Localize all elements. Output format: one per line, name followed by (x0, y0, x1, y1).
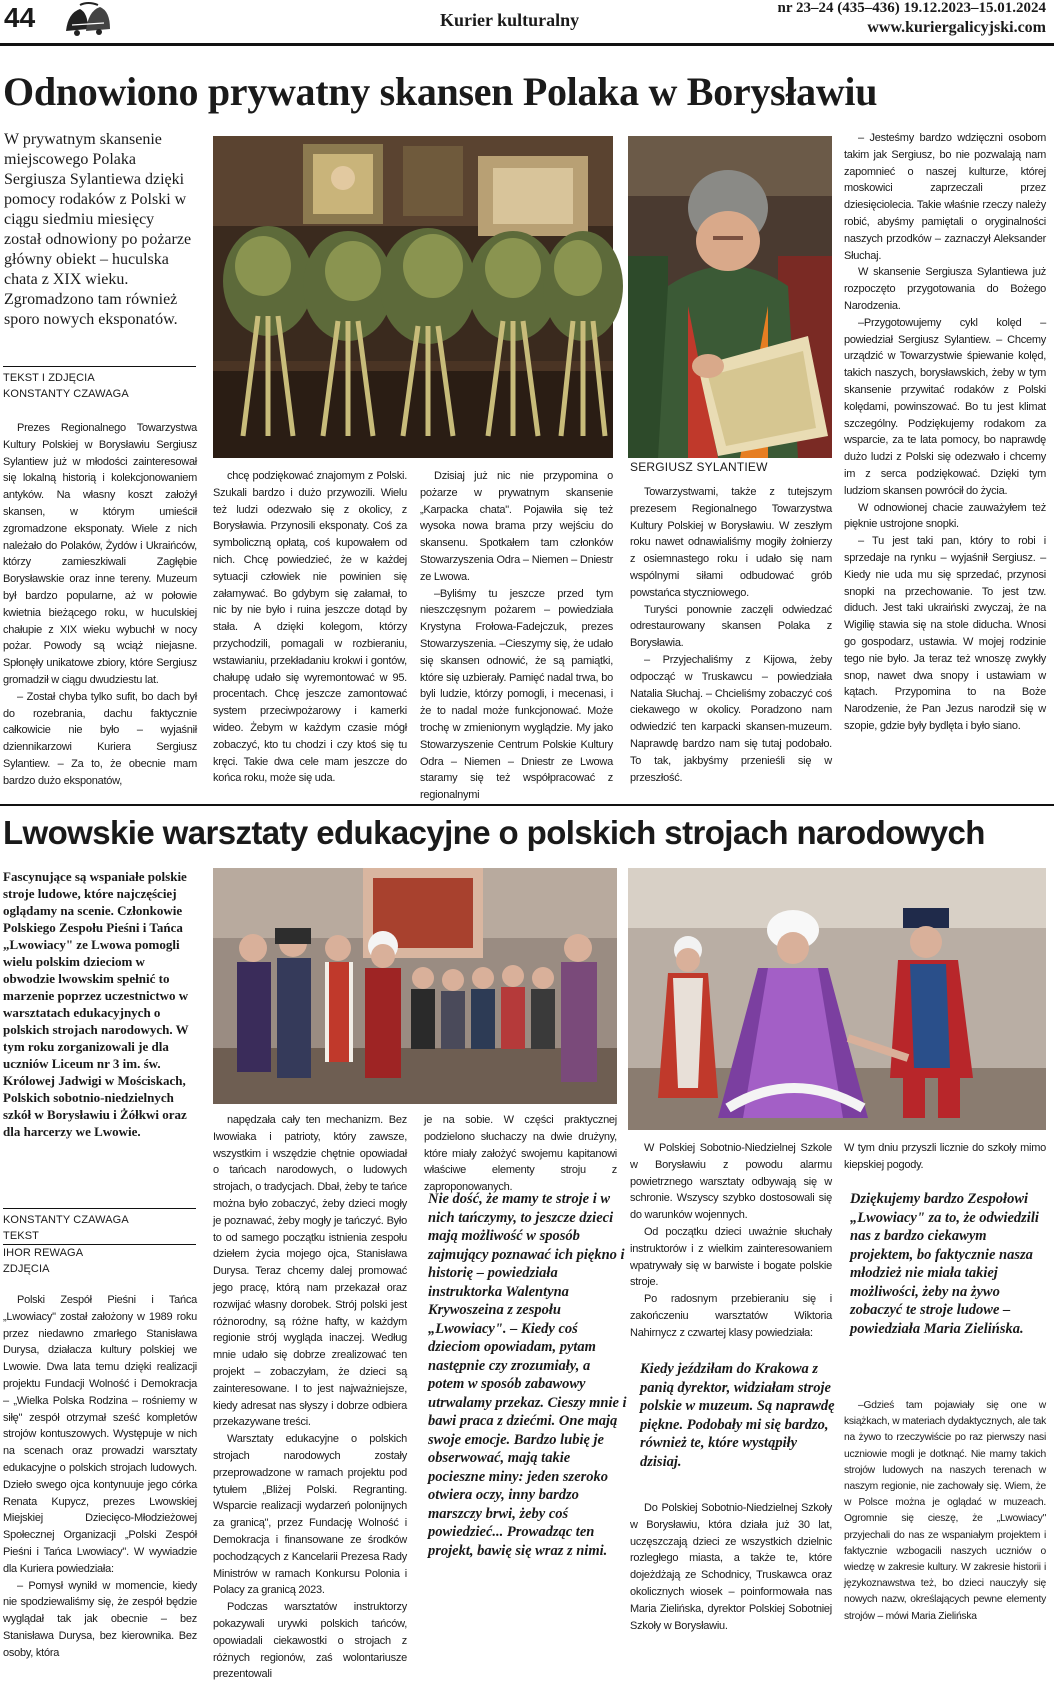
issue-info: nr 23–24 (435–436) 19.12.2023–15.01.2024 (777, 0, 1046, 16)
photo-group-children (213, 868, 617, 1104)
paragraph: W tym dniu przyszli licznie do szkoły mimo kiepskiej pogody. (844, 1142, 1046, 1171)
article1-headline: Odnowiono prywatny skansen Polaka w Borysławiu (3, 69, 878, 114)
article1-column-3 (420, 468, 613, 804)
paragraph: – Został chyba tylko sufit, bo dach był do rozebrania, dachu faktycznie całkowicie nie było – wyjaśnił dziennikarzowi Kuriera Sergiusz Sylantiew. – Za to, że obecnie mam bardzo dużo eksponatów, (3, 690, 197, 787)
article1-lead: W prywatnym skansenie miejscowego Polaka Sergiusza Sylantiewa dzięki pomocy rodaków z Polski w ciągu siedmiu miesięcy został odnowiony po pożarze główny obiekt – huculska chata z XIX wieku. Zgromadzono tam również sporo nowych eksponatów. (4, 131, 192, 328)
article2-headline: Lwowskie warsztaty edukacyjne o polskich strojach narodowych (3, 814, 985, 851)
photo-caption: SERGIUSZ SYLANTIEW (630, 460, 768, 474)
paragraph: Po radosnym przebieraniu się i zakończeniu warsztatów Wiktoria Nahirnycz z czwartej klasy powiedziała: (630, 1293, 832, 1339)
article2-column-2 (213, 1112, 407, 1683)
paragraph: Polski Zespół Pieśni i Tańca „Lwowiacy" został założony w 1989 roku przez niedawno zmarłego Stanisława Durysa, działacza kultury polskiej we Lwowie. Dwa lata temu dzięki realizacji projektu Fundacji Wolność i Demokracja – „Wielka Polska Rodzina – rośniemy w siłę" zespół otrzymał sześć kompletów strojów kontuszowych. Występuje w nich na scenach oraz prowadzi warsztaty edukacyjne o polskich strojach ludowych. Dzieło swego ojca kontynuuje jego córka Renata Kupycz, prezes Lwowskiej Miejskiej Dziecięco-Młodzieżowej Społecznej Organizacji „Polski Zespół Pieśni i Tańca Lwowiacy". W wywiadzie dla Kuriera powiedziała: (3, 1294, 197, 1575)
page-header (0, 0, 1054, 46)
paragraph: Warsztaty edukacyjne o polskich strojach narodowych zostały przeprowadzone w ramach projektu pod tytułem „Bliżej Polski. Regranting. Wsparcie realizacji wydarzeń polonijnych za granicą", przez Fundację Wolność i Demokracja i finansowane ze środków pochodzących z Kancelarii Prezesa Rady Ministrów w ramach Konkursu Polonia i Polacy za granicą 2023. (213, 1433, 407, 1597)
paragraph: W Polskiej Sobotnio-Niedzielnej Szkole w Borysławiu z powodu alarmu powietrznego warsztaty odbywają się w schronie. Wszyscy szybko dostosowali się do warunków wojennych. (630, 1142, 832, 1222)
pull-quote-instructor: Nie dość, że mamy te stroje i w nich tańczymy, to jeszcze dzieci mają możliwość w sposób zajmujący poznawać ich piękno i historię – powiedziała instruktorka Walentyna Krywoszeina z zespołu „Lwowiacy". – Kiedy coś dzieciom opowiadam, pytam następnie czy zrozumiały, a potem w sposób zabawowy utrwalamy przekaz. Cieszy mnie i bawi praca z dziećmi. One mają swoje emocje. Bardzo lubię je obserwować, mają takie pocieszne miny: jeden szeroko otwiera oczy, inny bardzo marszczy brwi, żeby coś powiedzieć... Prowadząc ten projekt, bawię się wraz z nimi. (428, 1191, 627, 1559)
site-url[interactable]: www.kuriergalicyjski.com (867, 19, 1046, 36)
paragraph: Od początku dzieci uważnie słuchały instruktorów i z wielkim zainteresowaniem wpatrywały się w barwiste i bogate polskie stroje. (630, 1225, 832, 1289)
photo-snopki (213, 136, 613, 458)
article2-column-3 (424, 1112, 617, 1196)
paragraph: Towarzystwami, także z tutejszym prezesem Regionalnego Towarzystwa Kultury Polskiej w Borysławiu. W zeszłym roku nawet odnawialiśmy mogiły żołnierzy z osiemnastego roku i udało się nam wspólnymi siłami odbudować grób powstańca styczniowego. (630, 486, 832, 599)
pull-quote-student: Kiedy jeździłam do Krakowa z panią dyrektor, widziałam stroje polskie w muzeum. Są naprawdę piękne. Podobały mi się bardzo, również te, które wystąpiły dzisiaj. (640, 1361, 835, 1470)
paragraph: W skansenie Sergiusza Sylantiewa już rozpoczęto przygotowania do Bożego Narodzenia. (844, 266, 1046, 312)
article2-lead: Fascynujące są wspaniałe polskie stroje ludowe, które najczęściej oglądamy na scenie. Członkowie Polskiego Zespołu Pieśni i Tańca „Lwowiacy" ze Lwowa pomogli wielu polskim dzieciom w obwodzie lwowskim spełnić to marzenie poprzez uczestnictwo w warsztatach edukacyjnych o polskich strojach narodowych. W tym roku zorganizowali je dla uczniów Liceum nr 3 im. św. Królowej Jadwigi w Mościskach, Polskich sobotnio-niedzielnych szkół w Borysławiu i Żółkwi oraz dla harcerzy we Lwowie. (3, 869, 189, 1139)
paragraph: – Jesteśmy bardzo wdzięczni osobom takim jak Sergiusz, bo nie pozwalają nam zapomnieć o naszej kulturze, której moskowici zaprzeczali przez dziesięciolecia. Takie właśnie rzeczy należy robić, abyśmy pamiętali o oryginalności naszych przodków – zaznaczył Aleksander Słuchaj. (844, 132, 1046, 262)
article2-column-4b (630, 1500, 832, 1634)
article2-credits (3, 1208, 196, 1277)
article1-column-2 (213, 468, 407, 787)
article1-column-1 (3, 420, 197, 790)
article1-column-4 (630, 484, 832, 786)
section-title: Kurier kulturalny (440, 10, 580, 30)
paragraph: Prezes Regionalnego Towarzystwa Kultury Polskiej w Borysławiu Sergiusz Sylantiew już w młodości zainteresował się lokalną historią i kolekcjonowaniem antyków. Na własny koszt założył skansen, w którym umieścił zgromadzone eksponaty. Wiele z nich należało do Polaków, Żydów i Ukraińców, którzy zamieszkiwali Zagłębie Borysławskie oraz inne tereny. Muzeum był bardzo popularne, aż w połowie kwietnia bieżącego roku, w huculskiej chałupie z XIX wieku wybuchł w nocy pożar. Powody są wciąż niejasne. Spłonęły unikatowe zbiory, które Sergiusz gromadził w ciągu dwudziestu lat. (3, 422, 197, 686)
paragraph: –Przygotowujemy cykl kolęd – powiedział Sergiusz Sylantiew. – Chcemy urządzić w Towarzystwie śpiewanie kolęd, takich naszych, borysławskich, żeby w tym skansenie przywitać rodaków z Polski kolędami, powinszować. Bo tu jest klimat szczególny. Podziękujemy rodakom za wsparcie, za te lata pomocy, bo naprawdę dużo ludzi z Polski się odezwało i chcemy im z serca podziękować. Dzięki tym ludziom skansen powrócił do życia. (844, 316, 1046, 497)
paragraph: Turyści ponownie zaczęli odwiedzać odrestaurowany skansen Polaka z Borysławia. (630, 603, 832, 650)
paragraph: je na sobie. W części praktycznej podzielono słuchaczy na dwie drużyny, które miały założyć swojemu kapitanowi właściwe elementy stroju z zaproponowanych. (424, 1114, 617, 1194)
paragraph: – Pomysł wynikł w momencie, kiedy nie spodziewaliśmy się, że zespół będzie wyglądał tak jak obecnie – bez Stanisława Durysa, bez kierownika. Bez osoby, która (3, 1579, 197, 1659)
credit-role: TEKST I ZDJĘCIA (3, 372, 95, 384)
paragraph: – Tu jest taki pan, który to robi i sprzedaje na rynku – wyjaśnił Sergiusz. – Kiedy nie uda mu się sprzedać, przynosi snopki na przechowanie. To jest tzw. diduch. Jest taki ukraiński zwyczaj, że na Wigilię stawia się na stole diducha. Wnosi go gospodarz, ustawia. W mojej rodzinie tego nie było. Ja teraz też wnoszę zwykły snop, nawet dwa snopy i ustawiam w kątach. Przypomina to na Boże Narodzenie, że Pan Jezus narodził się w szopie, gdzie były bydlęta i było siano. (844, 535, 1046, 732)
credit-author: IHOR REWAGA (3, 1247, 84, 1259)
article2-column-4 (630, 1140, 832, 1342)
credit-author: KONSTANTY CZAWAGA (3, 1214, 129, 1226)
pull-quote-director: Dziękujemy bardzo Zespołowi „Lwowiacy" za to, że odwiedzili nas z bardzo ciekawym projektem, bo faktycznie nasza młodzież nie miała takiej możliwości, żeby na żywo zobaczyć te stroje ludowe – powiedziała Maria Zielińska. (850, 1191, 1039, 1337)
photo-costume-dance (628, 868, 1046, 1130)
credit-author: KONSTANTY CZAWAGA (3, 388, 129, 400)
article1-column-5 (844, 130, 1046, 735)
article2-column-5 (844, 1140, 1046, 1174)
credit-role: ZDJĘCIA (3, 1263, 50, 1275)
paragraph: –Byliśmy tu jeszcze przed tym nieszczęsnym pożarem – powiedziała Krystyna Frołowa-Fadejczuk, prezes Stowarzyszenia. –Cieszymy się, że udało się skansen odnowić, że są pamiątki, które się uzbierały. Pamięć nadal trwa, bo byli ludzie, którzy pomogli, i mecenasi, i że to nadal może funkcjonować. Może trochę w zmienionym wyglądzie. My jako Stowarzyszenie Centrum Polskie Kultury Odra – Niemen – Dniestr ze Lwowa staramy się też współpracować z regionalnymi (420, 587, 613, 802)
page-number: 44 (4, 2, 36, 33)
article2-column-5b (844, 1398, 1046, 1625)
credit-role: TEKST (3, 1228, 196, 1245)
paragraph: Dzisiaj już nic nie przypomina o pożarze w prywatnym skansenie „Karpacka chata". Pojawiła się też wysoka nowa brama przy wejściu do skansenu. Spotkałem tam członków Stowarzyszenia Odra – Niemen – Dniestr ze Lwowa. (420, 470, 613, 583)
paragraph: Podczas warsztatów instruktorzy pokazywali urywki polskich tańców, opowiadali ciekawostki o strojach z różnych regionów, zaś wolontariusze prezentowali (213, 1601, 407, 1681)
paragraph: napędzała cały ten mechanizm. Bez Iwowiaka i patrioty, który zawsze, wszystkim i wszędzie chętnie opowiadał o tańcach narodowych, o ludowych strojach, o tradycjach. Dbał, żeby te tańce można było zobaczyć, żeby dzieci mogły je poznawać, żeby mogły je tańczyć. Było to od samego początku istnienia zespołu dziełem życia mojego ojca, Stanisława Durysa. Teraz chcemy dalej promować jego pracę, którą nam przekazał oraz rozwijać własny dorobek. Strój polski jest różnorodny, są różne hafty, w każdym regionie strój wygląda inaczej. Według mnie udało się dobrze zrealizować ten projekt – zobaczyłam, że dzieci są zainteresowane. I to jest najważniejsze, kiedy adresat nas słyszy i dobrze odbiera przekazywane treści. (213, 1114, 407, 1429)
paragraph: Do Polskiej Sobotnio-Niedzielnej Szkoły w Borysławiu, która działa już 30 lat, uczęszczają dzieci ze wszystkich dzielnic rozległego miasta, a także te, które dojeżdżają ze Schodnicy, Truskawca oraz okolicznych wiosek – poinformowała nas Maria Zielińska, dyrektor Polskiej Sobotniej Szkoły w Borysławiu. (630, 1502, 832, 1632)
paragraph: – Przyjechaliśmy z Kijowa, żeby odpocząć w Truskawcu – powiedziała Natalia Słuchaj. – Chcieliśmy zobaczyć coś ciekawego w okolicy. Poradzono nam odwiedzić ten karpacki skansen-muzeum. Naprawdę bardzo nam się tutaj podobało. To tak, jakbyśmy przenieśli się w przeszłość. (630, 653, 832, 784)
article-divider (0, 804, 1054, 806)
bells-logo-icon (58, 1, 118, 41)
paragraph: chcę podziękować znajomym z Polski. Szukali bardzo i dużo przywozili. Wielu też ludzi odezwało się z okolicy, z Borysławia. Przynosili eksponaty. Coś za symboliczną opłatą, coś kupowałem od nich. Chcę powiedzieć, że w każdej sytuacji człowiek nie powinien się załamywać. Bo gdybym się załamał, to nic by nie było i ruina jeszcze dotąd by stała. A dzięki kolegom, którzy przychodzili, pomagali w rozbieraniu, wstawianiu, przekładaniu krokwi i gontów, chałupę udało się wyremontować w 95. procentach. Chcę jeszcze zamontować system przeciwpożarowy i kamerki wideo. Żebym w każdym czasie mógł zobaczyć, kto tu chodzi i czy ktoś się tu kręci. Takie dwa cele mam jeszcze do końca roku, może się uda. (213, 470, 407, 785)
article2-column-1 (3, 1292, 197, 1662)
paragraph: –Gdzieś tam pojawiały się one w książkach, w materiach dydaktycznych, ale tak na żywo to rzeczywiście po raz pierwszy nasi uczniowie mogli je dotknąć. Nie mamy takich strojów ludowych na naszych terenach w naszym regionie, nie zachowały się. Wiem, że w Polsce można je oglądać w muzeach. Ogromnie się cieszę, że „Lwowiacy" przyjechali do nas ze wspaniałym projektem i faktycznie wzbogacili naszych uczniów o wiedzę w zakresie kultury. W zakresie historii i językoznawstwa też, bo dzieci nauczyły się nowych nazw, określających pewne elementy strojów – mówi Maria Zielińska (844, 1400, 1046, 1622)
paragraph: W odnowionej chacie zauważyłem też pięknie ustrojone snopki. (844, 501, 1046, 531)
photo-sergiusz-sylantiew (628, 136, 832, 458)
article1-credit (3, 366, 196, 402)
